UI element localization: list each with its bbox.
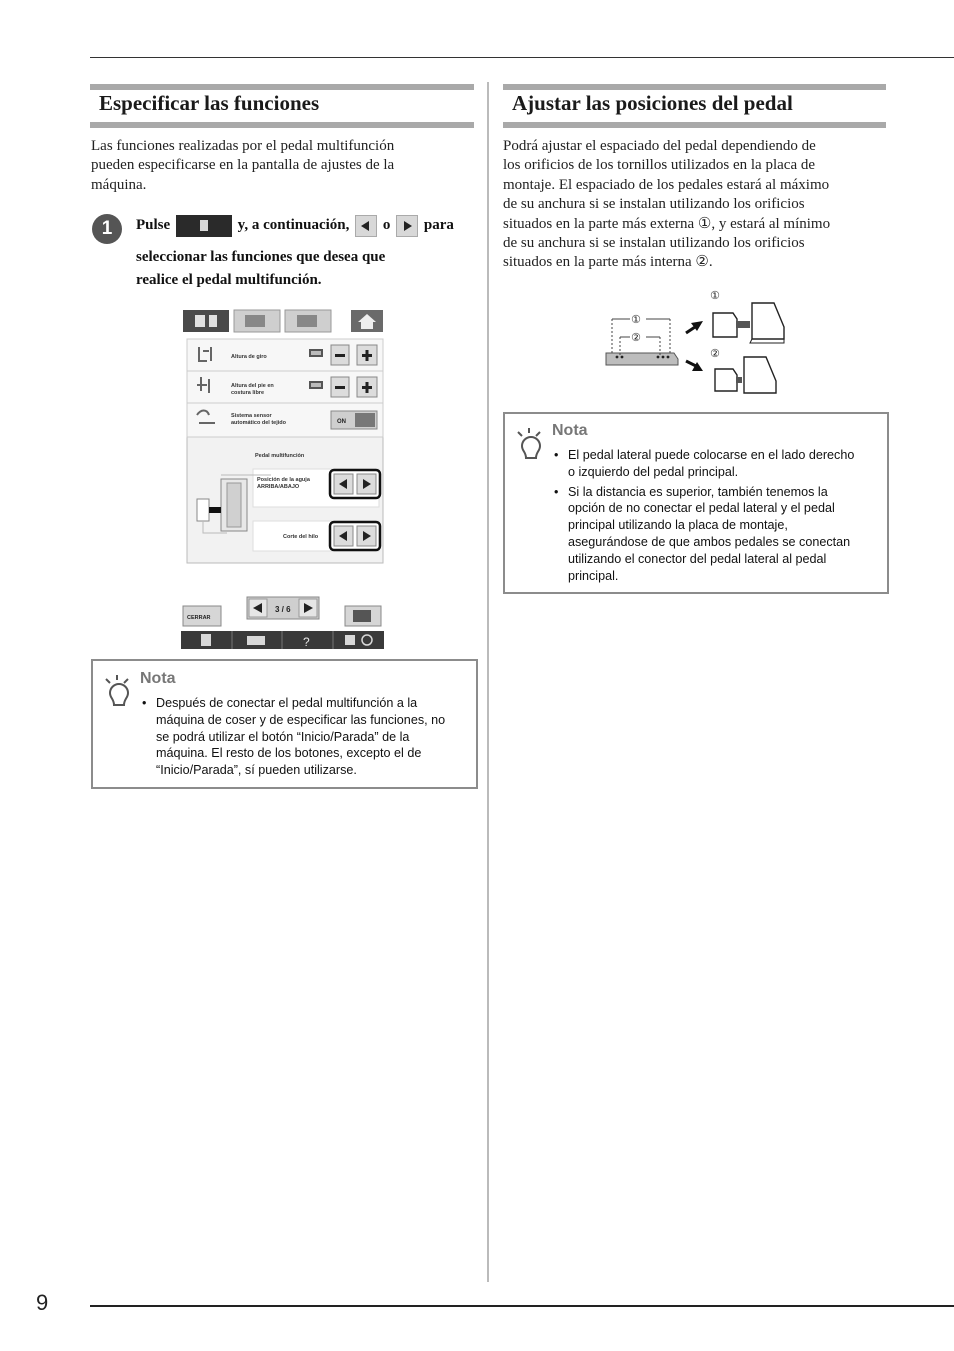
marker-2-label: ② bbox=[710, 347, 720, 360]
left-arrow-icon bbox=[355, 215, 377, 237]
tab-settings-active bbox=[183, 310, 229, 332]
step-or-text: o bbox=[382, 217, 391, 233]
marker-2-label: ② bbox=[631, 331, 641, 344]
section-header-ajustar bbox=[503, 84, 886, 128]
option-label: Corte del hilo bbox=[283, 534, 319, 540]
section-header-especificar bbox=[90, 84, 474, 128]
text-line: montaje. El espaciado de los pedales estará al máximo bbox=[503, 176, 830, 193]
lightbulb-note-icon bbox=[102, 673, 136, 709]
right-arrow-icon bbox=[396, 215, 418, 237]
lightbulb-note-icon bbox=[514, 426, 548, 462]
row-label: Altura del pie en bbox=[231, 383, 274, 389]
option-label: ARRIBA/ABAJO bbox=[257, 484, 300, 490]
right-intro-paragraph bbox=[503, 137, 888, 273]
settings-screen-illustration bbox=[181, 307, 384, 649]
section-title: Ajustar las posiciones del pedal bbox=[512, 91, 793, 115]
text-line: los orificios de los tornillos utilizados en la placa de bbox=[503, 157, 816, 174]
settings-button-icon bbox=[176, 215, 232, 237]
row-label: Altura de giro bbox=[231, 354, 267, 360]
page-indicator: 3 / 6 bbox=[275, 605, 291, 614]
note-list bbox=[552, 447, 882, 587]
note-box-right bbox=[503, 412, 889, 594]
note-item: • Después de conectar el pedal multifunción a la máquina de coser y de especificar las funciones, no se podrá utilizar el botón “Inicio/Parada” de la máquina. El resto de los botones, excepto el de “Inicio/Parada”, sí pueden utilizarse. bbox=[140, 695, 470, 779]
pedal-spacing-figure bbox=[600, 285, 790, 397]
step-then-text: y, a continuación, bbox=[237, 217, 350, 233]
row-label: costura libre bbox=[231, 390, 265, 396]
row-label: Sistema sensor bbox=[231, 413, 272, 419]
text-line: máquina. bbox=[91, 176, 147, 193]
step-para-text: para bbox=[423, 217, 454, 233]
toggle-label: ON bbox=[337, 419, 346, 425]
text-line: situados en la parte más interna ②. bbox=[503, 254, 713, 271]
text-line: de su anchura si se instalan utilizando los orificios bbox=[503, 196, 805, 213]
step-pulse-text: Pulse bbox=[136, 217, 171, 233]
text-line: de su anchura si se instalan utilizando los orificios bbox=[503, 235, 805, 252]
row-label: automático del tejido bbox=[231, 420, 287, 426]
section-title: Especificar las funciones bbox=[99, 91, 320, 115]
bottom-rule bbox=[90, 1305, 954, 1307]
step-instruction bbox=[136, 212, 476, 292]
note-title: Nota bbox=[140, 670, 176, 687]
marker-1-label: ① bbox=[710, 289, 720, 302]
page-number: 9 bbox=[36, 1290, 49, 1315]
top-rule bbox=[90, 57, 954, 58]
text-line: situados en la parte más externa ①, y estará al mínimo bbox=[503, 215, 831, 232]
help-glyph: ? bbox=[303, 635, 310, 649]
note-item: • El pedal lateral puede colocarse en el lado derecho o izquierdo del pedal principal. bbox=[552, 447, 882, 481]
option-label: Posición de la aguja bbox=[257, 477, 310, 483]
marker-1-label: ① bbox=[631, 313, 641, 326]
close-button-label: CERRAR bbox=[187, 615, 211, 621]
section-label: Pedal multifunción bbox=[255, 453, 305, 459]
column-divider bbox=[487, 82, 489, 1282]
note-list bbox=[140, 695, 470, 782]
step-number-badge: 1 bbox=[92, 214, 122, 244]
step-text-line: seleccionar las funciones que desea que bbox=[136, 249, 386, 265]
note-title: Nota bbox=[552, 422, 588, 439]
text-line: pueden especificarse en la pantalla de ajustes de la bbox=[91, 157, 395, 174]
note-box-left bbox=[91, 659, 478, 789]
text-line: Las funciones realizadas por el pedal multifunción bbox=[91, 138, 395, 154]
note-item: • Si la distancia es superior, también tenemos la opción de no conectar el pedal lateral y el pedal principal utilizando la placa de montaje, asegurándose de que ambos pedales se conectan utilizando el conector del pedal lateral al pedal principal. bbox=[552, 484, 882, 585]
step-text-line: realice el pedal multifunción. bbox=[136, 272, 322, 288]
text-line: Podrá ajustar el espaciado del pedal dependiendo de bbox=[503, 138, 816, 154]
left-intro-paragraph bbox=[91, 137, 476, 195]
